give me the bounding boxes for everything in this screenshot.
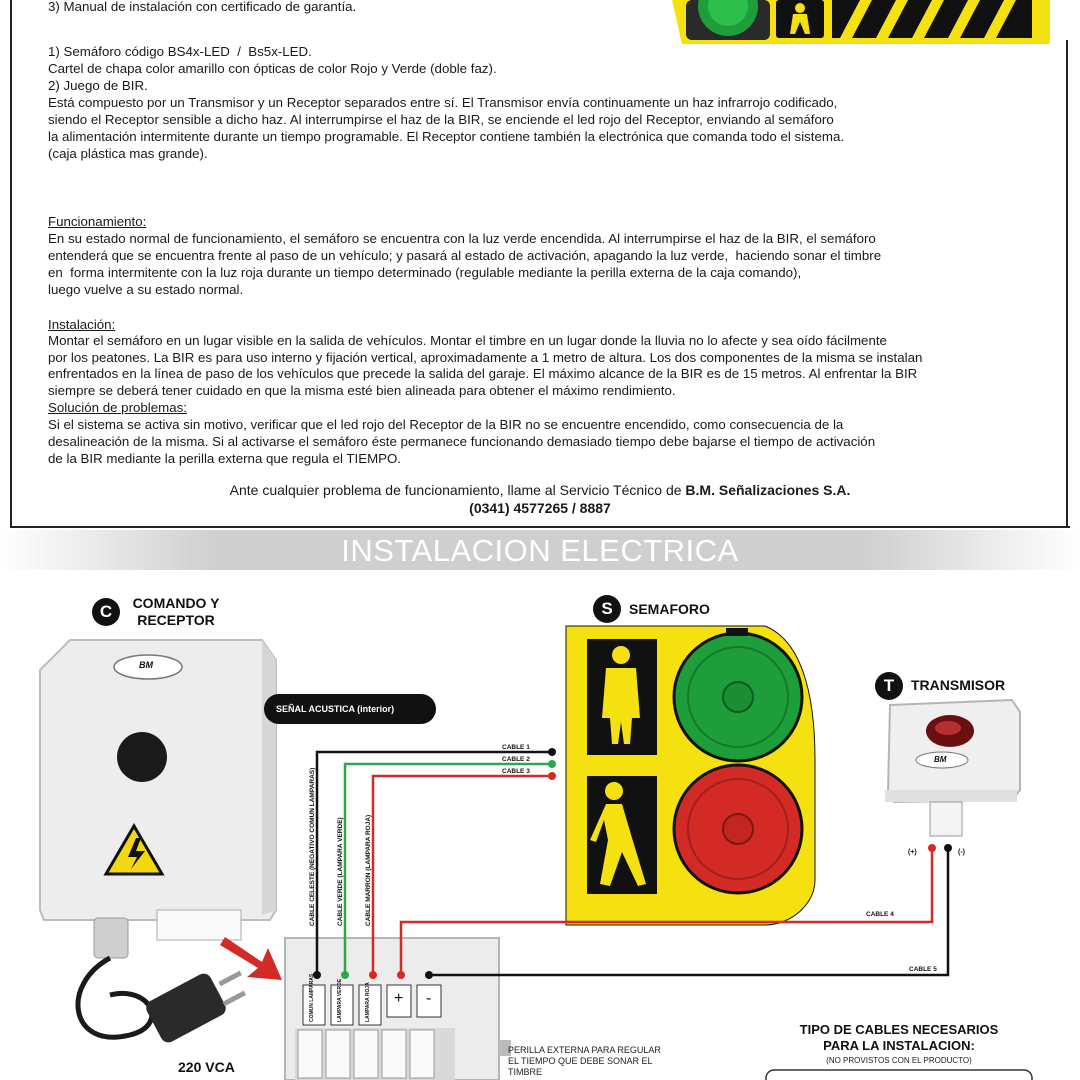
terminal-minus-label: - [426, 990, 432, 1007]
item1-desc: Cartel de chapa color amarillo con ópticas de color Rojo y Verde (doble faz). [48, 61, 497, 76]
cable-types-title-2: PARA LA INSTALACION: [823, 1038, 975, 1053]
transmitter-logo-text: BM [934, 755, 947, 764]
perilla-line-2: EL TIEMPO QUE DEBE SONAR EL [508, 1056, 653, 1066]
perilla-line-3: TIMBRE [508, 1067, 543, 1077]
cable-marron-desc: CABLE MARRON (LAMPARA ROJA) [365, 814, 372, 926]
terminal-roja-label: LAMPARA ROJA [365, 982, 371, 1022]
instalacion-line-3: enfrentados en la línea de paso de los vehículos que precede la salida del garaje. El máximo alcance de la BIR es de 15 metros. Al enfrentar la BIR [48, 366, 918, 381]
instalacion-line-2: por los peatones. La BIR es para uso interno y fijación vertical, aproximadamente a 1 metro de altura. Los dos componentes de la misma se instalan [48, 350, 923, 365]
cable-2-label: CABLE 2 [502, 756, 530, 763]
funcionamiento-line-1: En su estado normal de funcionamiento, el semáforo se encuentra con la luz verde encendida. Al interrumpirse el haz de la BIR, el semáforo [48, 231, 876, 246]
cable-celeste-desc: CABLE CELESTE (NEGATIVO COMUN LAMPARAS) [309, 767, 316, 926]
command-logo-text: BM [139, 660, 153, 670]
terminal-comun-label: COMUN LAMPARAS [309, 973, 315, 1022]
terminal-plus-label: + [394, 990, 404, 1007]
terminal-verde-label: LAMPARA VERDE [337, 978, 343, 1022]
power-plug-icon [143, 971, 246, 1046]
cable-types-title-1: TIPO DE CABLES NECESARIOS [799, 1022, 999, 1037]
item2-title: 2) Juego de BIR. [48, 78, 148, 93]
cable-types-note: (NO PROVISTOS CON EL PRODUCTO) [826, 1056, 972, 1065]
terminal-board-image [285, 938, 511, 1080]
tx-plus-label: (+) [908, 849, 917, 856]
item2-desc-1: Está compuesto por un Transmisor y un Receptor separados entre sí. El Transmisor envía continuamente un haz infrarrojo codificado, [48, 95, 838, 110]
instalacion-line-1: Montar el semáforo en un lugar visible en la salida de vehículos. Montar el timbre en un lugar donde la lluvia no lo afecte y sea oído fácilmente [48, 333, 887, 348]
comando-label-line2: RECEPTOR [137, 612, 215, 628]
solucion-heading: Solución de problemas: [48, 400, 187, 415]
transmisor-badge: T [875, 672, 903, 700]
contact-block [0, 481, 1080, 517]
solucion-line-1: Si el sistema se activa sin motivo, verificar que el led rojo del Receptor de la BIR no se encuentre encendido, como consecuencia de la [48, 417, 844, 432]
contact-text: Ante cualquier problema de funcionamiento, llame al Servicio Técnico de [229, 482, 682, 498]
funcionamiento-line-3: en forma intermitente con la luz roja durante un tiempo determinado (regulable mediante la perilla externa de la caja comando), [48, 265, 802, 280]
arrow-icon [220, 937, 282, 980]
funcionamiento-line-4: luego vuelve a su estado normal. [48, 282, 244, 297]
transmitter-image [885, 700, 1020, 836]
section-banner [0, 530, 1080, 570]
transmisor-label: TRANSMISOR [911, 677, 1006, 693]
item2-desc-3: la alimentación intermitente durante un tiempo programable. El Receptor contiene también la electrónica que comanda todo el sistema. [48, 129, 845, 144]
frame-right-line [1066, 40, 1068, 528]
semaforo-label: SEMAFORO [629, 601, 710, 617]
comando-badge: C [92, 598, 120, 626]
company-name: B.M. Señalizaciones S.A. [685, 482, 851, 498]
semaforo-badge: S [593, 595, 621, 623]
comando-label-line1: COMANDO Y [132, 595, 220, 611]
knob-icon [117, 732, 167, 782]
funcionamiento-heading: Funcionamiento: [48, 214, 147, 229]
power-label: 220 VCA [178, 1059, 235, 1075]
item1-title: 1) Semáforo código BS4x-LED / Bs5x-LED. [48, 44, 312, 59]
traffic-light-image [566, 626, 815, 925]
item2-desc-4: (caja plástica mas grande). [48, 146, 208, 161]
cable-types-title [766, 1022, 1032, 1054]
instalacion-heading: Instalación: [48, 317, 116, 332]
perilla-text [508, 1045, 661, 1078]
solucion-line-2: desalineación de la misma. Si al activarse el semáforo éste permanece funcionando demasiado tiempo debe bajarse el tiempo de activación [48, 434, 876, 449]
sign-header-image [672, 0, 1050, 46]
item2-desc-2: siendo el Receptor sensible a dicho haz. Al interrumpirse el haz de la BIR, se enciende el led rojo del Receptor, enviando al semáforo [48, 112, 834, 127]
phone-number: (0341) 4577265 / 8887 [469, 500, 611, 516]
cable-verde-desc: CABLE VERDE (LAMPARA VERDE) [337, 817, 344, 926]
cable-4-label: CABLE 4 [866, 911, 894, 918]
perilla-line-1: PERILLA EXTERNA PARA REGULAR [508, 1045, 661, 1055]
instalacion-line-4: siempre se deberá tener cuidado en que la misma esté bien alineada para obtener el máximo rendimiento. [48, 383, 676, 398]
solucion-line-3: de la BIR mediante la perilla externa que regula el TIEMPO. [48, 451, 402, 466]
tx-minus-label: (-) [958, 849, 965, 856]
cable-1-label: CABLE 1 [502, 744, 530, 751]
section-title: INSTALACION ELECTRICA [341, 533, 739, 568]
command-box-image [40, 640, 276, 958]
funcionamiento-line-2: entenderá que se encuentra frente al paso de un vehículo; y pasará al estado de activación, apagando la luz verde, haciendo sonar el timbre [48, 248, 882, 263]
cable-5-label: CABLE 5 [909, 966, 937, 973]
wiring-diagram [0, 580, 1080, 1080]
frame-bottom-line [10, 526, 1070, 528]
intro-list-item-3: 3) Manual de instalación con certificado de garantía. [48, 0, 357, 14]
frame-left-line [10, 0, 12, 528]
senal-acustica-label: SEÑAL ACUSTICA (interior) [276, 704, 395, 714]
cable-3-label: CABLE 3 [502, 768, 530, 775]
